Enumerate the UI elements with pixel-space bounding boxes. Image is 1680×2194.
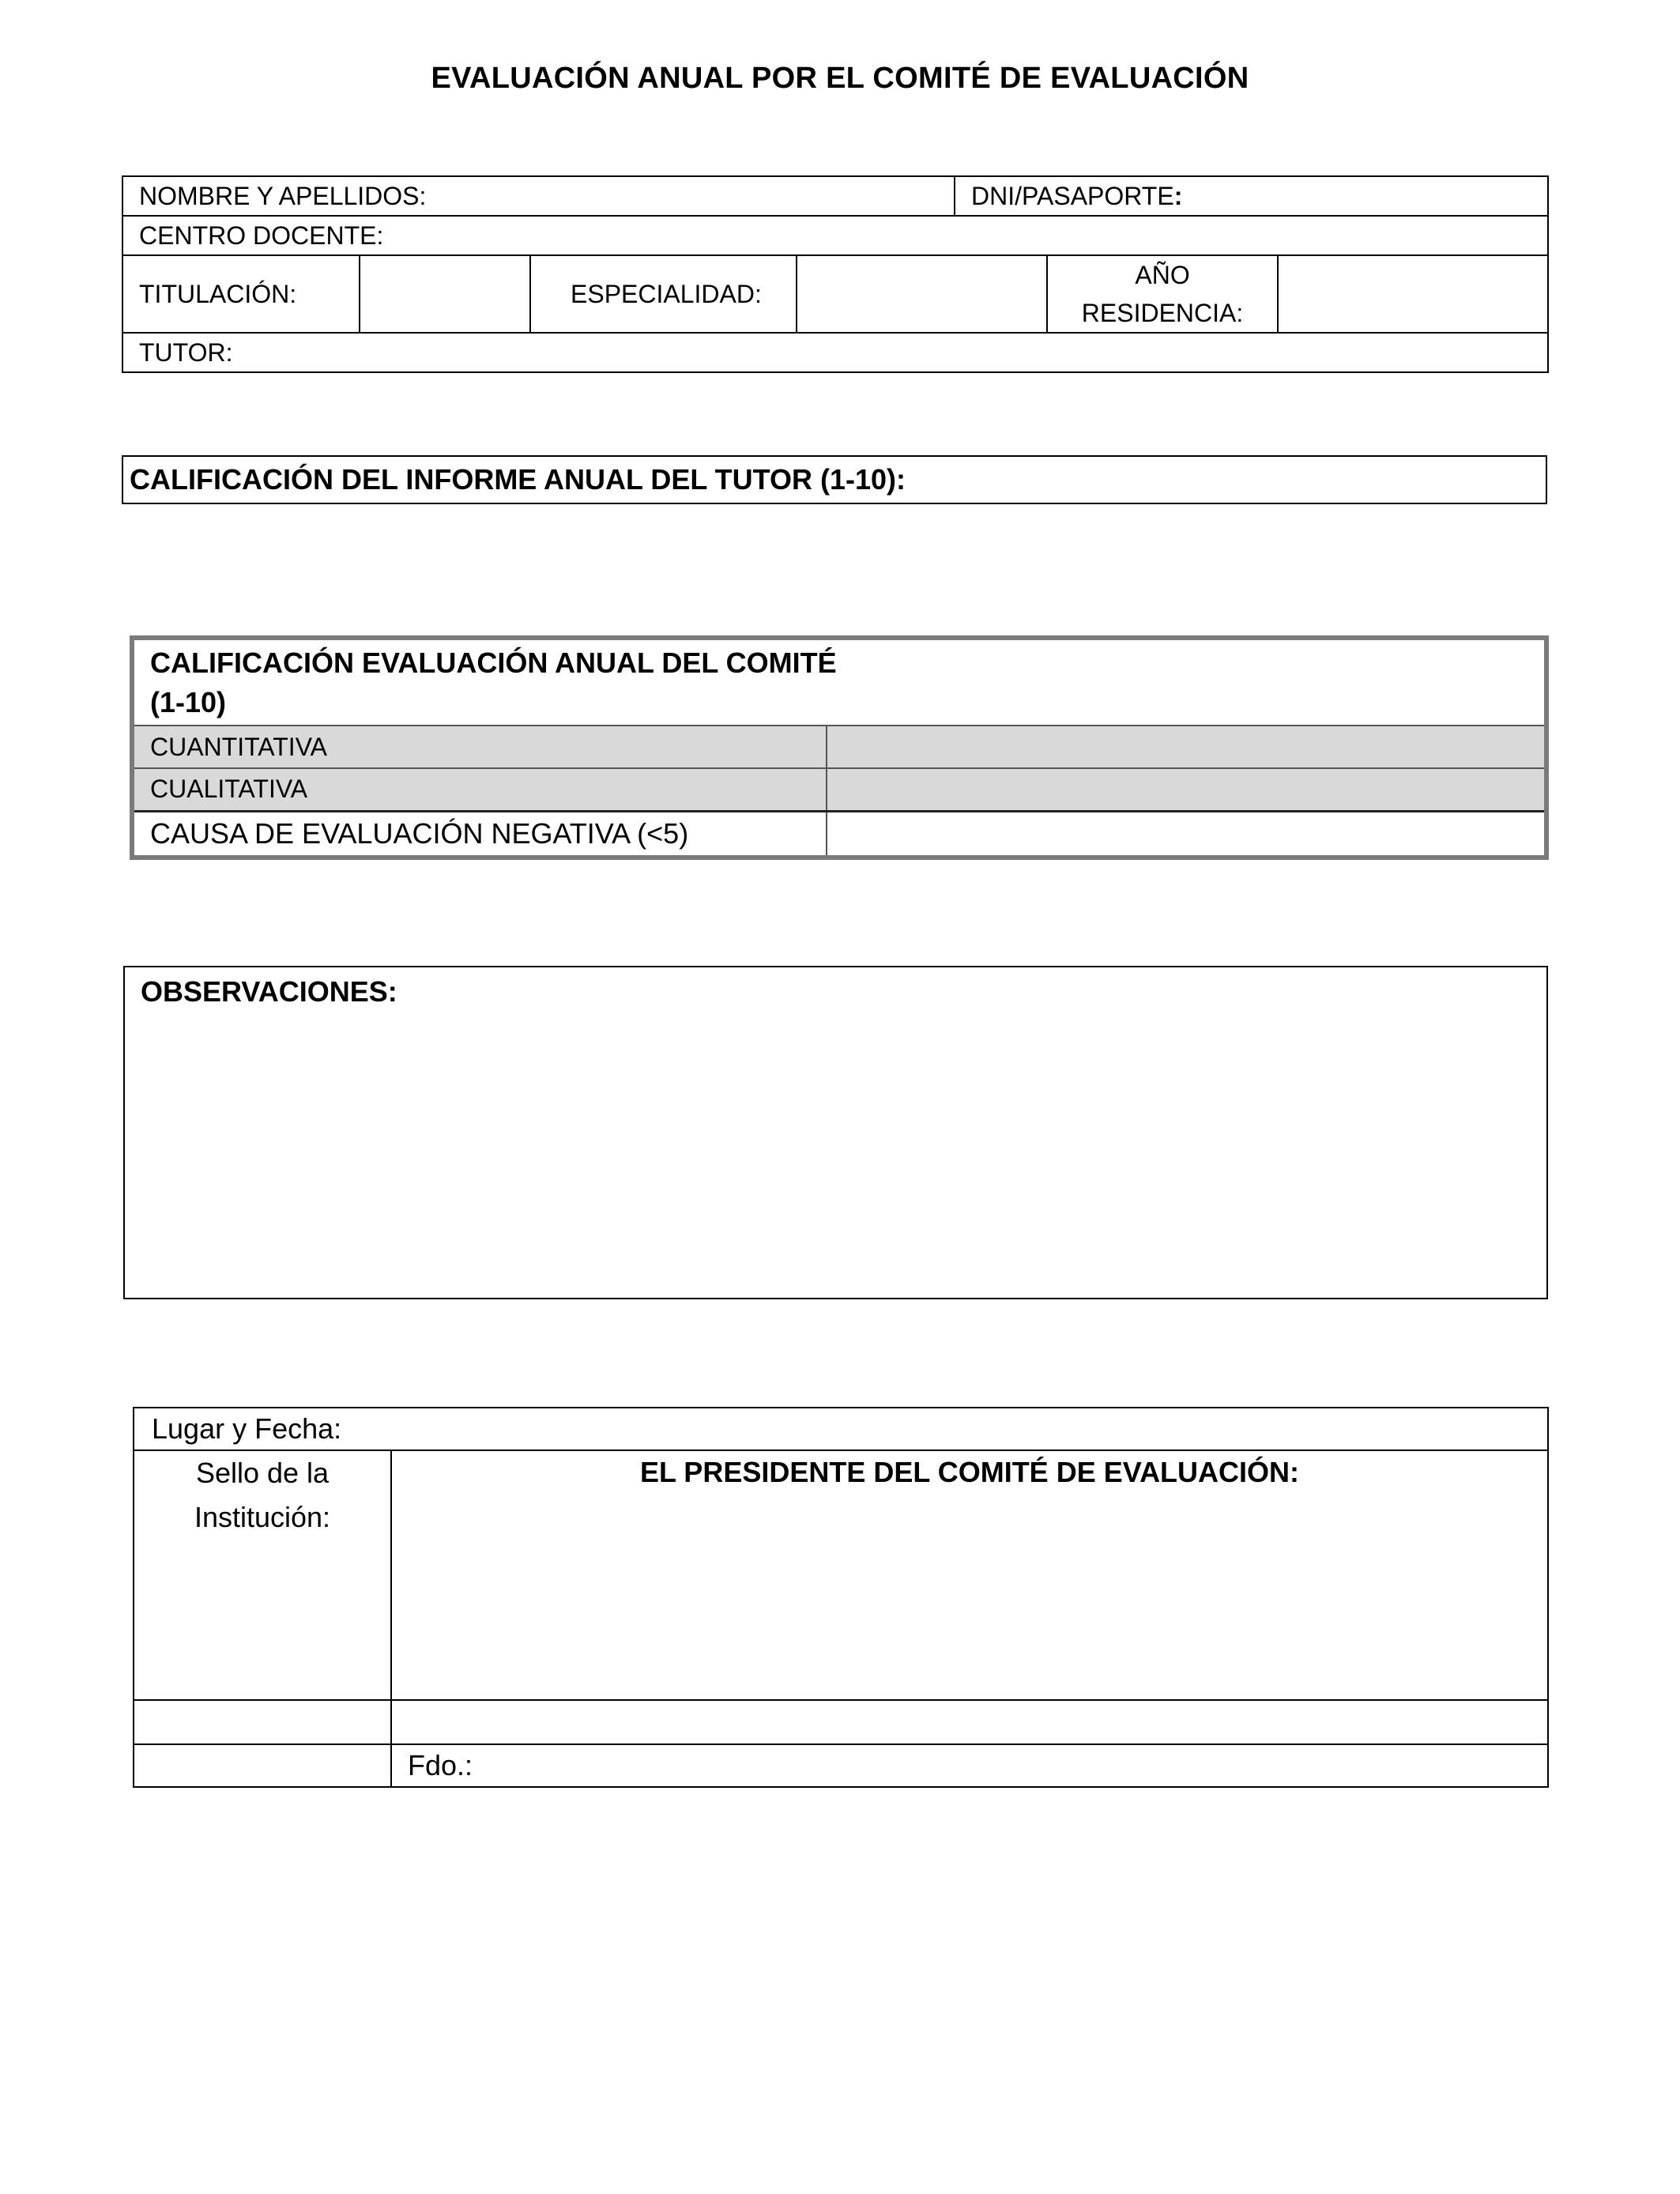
sello-label-line1: Sello de la [195, 1457, 330, 1489]
observaciones-box[interactable] [123, 966, 1548, 1299]
fdo-cell[interactable] [391, 1744, 1548, 1787]
firma-table [133, 1407, 1549, 1788]
tutor-label: TUTOR: [122, 333, 1548, 372]
anio-label-line1: AÑO [1135, 261, 1190, 289]
cuantitativa-label: CUANTITATIVA [134, 726, 827, 768]
empty-cell [134, 1700, 391, 1744]
sello-label-line2: Institución: [194, 1501, 331, 1533]
personal-data-table [122, 175, 1549, 373]
causa-value[interactable] [827, 811, 1544, 855]
presidente-label: EL PRESIDENTE DEL COMITÉ DE EVALUACIÓN: [639, 1456, 1300, 1488]
informe-tutor-box: CALIFICACIÓN DEL INFORME ANUAL DEL TUTOR (1-10): [122, 455, 1547, 504]
presidente-signature-cell[interactable] [391, 1450, 1548, 1700]
causa-label: CAUSA DE EVALUACIÓN NEGATIVA (<5) [134, 811, 827, 855]
dni-colon: : [1173, 181, 1183, 210]
anio-label-line2: RESIDENCIA: [1081, 299, 1244, 327]
evaluacion-heading-line1: CALIFICACIÓN EVALUACIÓN ANUAL DEL COMITÉ [150, 646, 837, 679]
anio-residencia-value[interactable] [1278, 255, 1548, 333]
cualitativa-value[interactable] [827, 768, 1544, 811]
evaluacion-comite-table [134, 640, 1544, 855]
cuantitativa-value[interactable] [827, 726, 1544, 768]
fdo-label: Fdo.: [408, 1749, 473, 1781]
titulacion-label: TITULACIÓN: [122, 255, 360, 333]
evaluacion-comite-box [130, 635, 1549, 860]
cualitativa-label: CUALITATIVA [134, 768, 827, 811]
lugar-fecha-label: Lugar y Fecha: [134, 1408, 1548, 1450]
empty-cell [391, 1700, 1548, 1744]
anio-residencia-label [1047, 255, 1278, 333]
especialidad-label: ESPECIALIDAD: [530, 255, 797, 333]
observaciones-label: OBSERVACIONES: [141, 975, 397, 1008]
titulacion-value[interactable] [360, 255, 530, 333]
sello-cell [134, 1450, 391, 1700]
page-title: EVALUACIÓN ANUAL POR EL COMITÉ DE EVALUACIÓN [431, 62, 1249, 95]
evaluacion-heading-line2: (1-10) [150, 685, 227, 718]
evaluacion-heading [134, 640, 1544, 726]
empty-cell [134, 1744, 391, 1787]
dni-label: DNI/PASAPORTE [971, 181, 1174, 210]
especialidad-value[interactable] [797, 255, 1047, 333]
dni-cell [955, 176, 1548, 216]
centro-docente-label: CENTRO DOCENTE: [122, 216, 1548, 255]
nombre-label: NOMBRE Y APELLIDOS: [122, 176, 955, 216]
